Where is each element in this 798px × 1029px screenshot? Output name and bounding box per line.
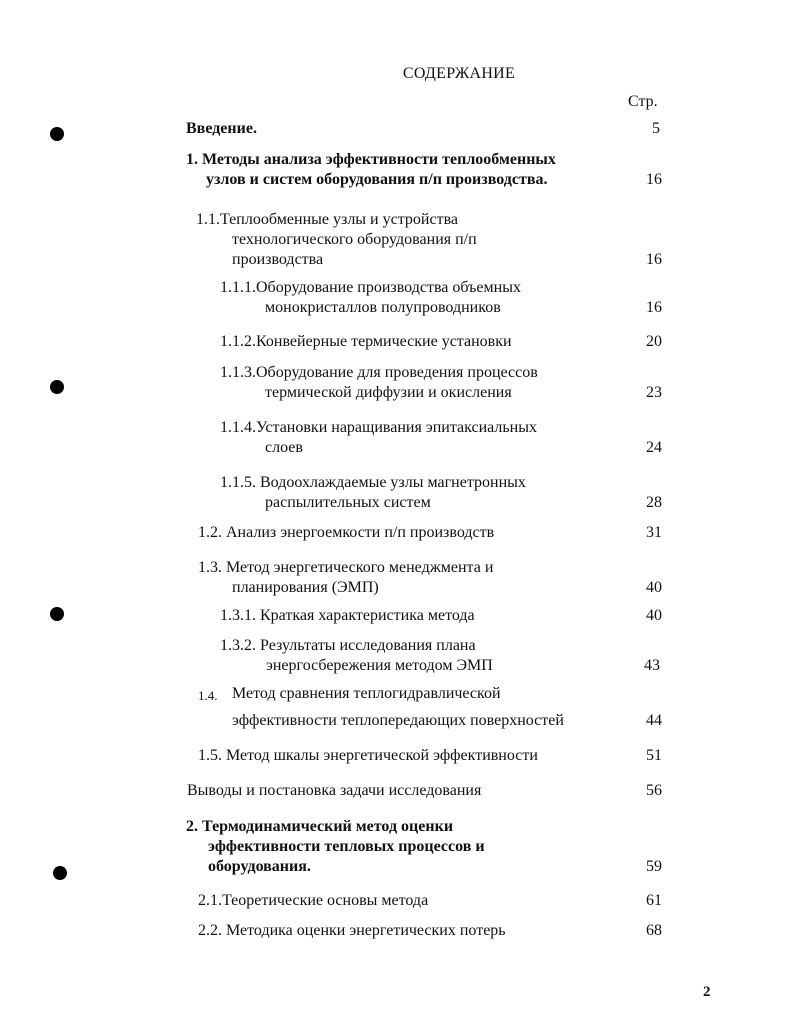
toc-entry-1-1-4-line2: слоев — [265, 439, 303, 456]
toc-page-1-1-5: 28 — [646, 494, 662, 511]
toc-entry-1-3-2-line1: 1.3.2. Результаты исследования плана — [220, 637, 476, 654]
toc-page-1-5: 51 — [646, 747, 662, 764]
toc-page-1-1-3: 23 — [646, 384, 662, 401]
toc-entry-1-1-line2: технологического оборудования п/п — [232, 231, 477, 248]
toc-page-conclusions: 56 — [646, 782, 662, 799]
toc-entry-1-1-5-line2: распылительных систем — [265, 494, 431, 511]
toc-entry-1-3-2-line2: энергосбережения методом ЭМП — [266, 657, 493, 674]
toc-entry-1-1-2: 1.1.2.Конвейерные термические установки — [220, 333, 512, 350]
toc-entry-1-4-line1: Метод сравнения теплогидравлической — [232, 685, 501, 702]
binder-hole-4 — [53, 866, 67, 880]
toc-page-intro: 5 — [652, 120, 660, 137]
toc-page-1-3-2: 43 — [644, 657, 660, 674]
toc-entry-ch1-line1: 1. Методы анализа эффективности теплообменных — [186, 151, 556, 168]
toc-entry-1-1-line3: производства — [232, 251, 324, 268]
toc-entry-1-4-number: 1.4. — [198, 688, 218, 703]
toc-page-ch1: 16 — [646, 171, 662, 188]
toc-entry-1-1-5-line1: 1.1.5. Водоохлаждаемые узлы магнетронных — [220, 474, 526, 491]
toc-entry-1-4-line2: эффективности теплопередающих поверхностей — [232, 712, 564, 729]
toc-entry-conclusions: Выводы и постановка задачи исследования — [187, 782, 482, 799]
binder-hole-3 — [50, 607, 64, 621]
toc-page-2-2: 68 — [646, 922, 662, 939]
toc-page-1-3: 40 — [646, 579, 662, 596]
toc-page-1-1: 16 — [646, 251, 662, 268]
toc-entry-2-1: 2.1.Теоретические основы метода — [198, 892, 429, 909]
toc-page-1-1-2: 20 — [646, 333, 662, 350]
toc-entry-1-1-3-line1: 1.1.3.Оборудование для проведения процессов — [220, 364, 538, 381]
toc-page-ch2: 59 — [646, 858, 662, 875]
toc-page-1-2: 31 — [646, 524, 662, 541]
toc-page-1-4: 44 — [646, 712, 662, 729]
toc-page-2-1: 61 — [646, 892, 662, 909]
toc-entry-1-1-4-line1: 1.1.4.Установки наращивания эпитаксиальных — [220, 419, 537, 436]
toc-entry-1-1-1-line2: монокристаллов полупроводников — [265, 299, 501, 316]
toc-entry-2-2: 2.2. Методика оценки энергетических потерь — [198, 922, 506, 939]
toc-page-1-1-4: 24 — [646, 439, 662, 456]
toc-entry-1-2: 1.2. Анализ энергоемкости п/п производств — [198, 524, 495, 541]
toc-entry-ch2-line2: эффективности тепловых процессов и — [208, 838, 485, 855]
toc-page-1-3-1: 40 — [646, 607, 662, 624]
binder-hole-2 — [50, 380, 64, 394]
toc-page-1-1-1: 16 — [646, 299, 662, 316]
page-title: СОДЕРЖАНИЕ — [402, 65, 516, 82]
toc-entry-1-1-3-line2: термической диффузии и окисления — [265, 384, 512, 401]
toc-entry-1-3-line2: планирования (ЭМП) — [232, 579, 379, 596]
toc-entry-ch1-line2: узлов и систем оборудования п/п производства. — [206, 171, 548, 188]
binder-hole-1 — [50, 127, 64, 141]
page-column-header: Стр. — [628, 93, 658, 110]
toc-entry-1-1-1-line1: 1.1.1.Оборудование производства объемных — [220, 279, 521, 296]
toc-entry-1-3-line1: 1.3. Метод энергетического менеджмента и — [198, 559, 494, 576]
toc-entry-1-5: 1.5. Метод шкалы энергетической эффективности — [198, 747, 538, 764]
toc-entry-1-1-line1: 1.1.Теплообменные узлы и устройства — [196, 211, 459, 228]
toc-entry-ch2-line1: 2. Термодинамический метод оценки — [186, 818, 454, 835]
page-number: 2 — [703, 984, 711, 1000]
toc-entry-ch2-line3: оборудования. — [208, 858, 311, 875]
toc-entry-intro: Введение. — [186, 120, 257, 137]
toc-entry-1-3-1: 1.3.1. Краткая характеристика метода — [220, 607, 475, 624]
